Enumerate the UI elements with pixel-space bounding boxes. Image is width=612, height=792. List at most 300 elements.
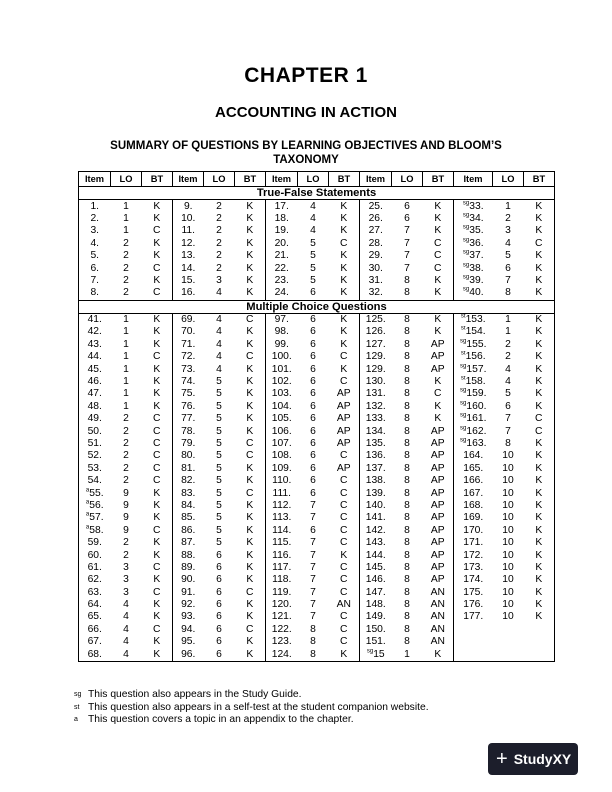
lo-cell: 5: [216, 487, 222, 499]
item-cell: 80.: [173, 450, 204, 462]
item-cell: $^{sg}$33.: [454, 200, 493, 213]
lo-cell: 6: [216, 586, 222, 598]
bt-cell: K: [235, 287, 266, 300]
item-cell: 41.: [79, 313, 111, 326]
bt-cell: K: [153, 274, 161, 286]
lo-cell: 10: [502, 487, 514, 499]
bt-cell: C: [153, 450, 161, 462]
lo-cell: 4: [216, 338, 222, 350]
bt-cell: C: [340, 586, 348, 598]
item-cell: 21.: [266, 250, 298, 262]
bt-cell: C: [153, 623, 161, 635]
lo-cell: 6: [310, 425, 316, 437]
item-cell: 27.: [360, 225, 392, 237]
item-cell: 20.: [266, 238, 298, 250]
item-cell: 98.: [266, 326, 298, 338]
bt-cell: K: [524, 512, 555, 524]
bt-cell: C: [246, 450, 254, 462]
footnote-marker: sg: [460, 400, 467, 407]
chapter-subtitle: ACCOUNTING IN ACTION: [215, 104, 397, 121]
table-row: [79, 611, 555, 623]
lo-cell: 5: [310, 237, 316, 249]
bt-cell: K: [246, 524, 254, 536]
table-row: [79, 250, 555, 262]
item-cell: 76.: [173, 401, 204, 413]
item-cell: 79.: [173, 438, 204, 450]
bt-cell: AP: [336, 400, 351, 412]
lo-cell: 6: [310, 487, 316, 499]
item-cell: 28.: [360, 238, 392, 250]
bt-cell: AP: [336, 388, 351, 400]
footnote-text: This question also appears in a self-test at the student companion website.: [88, 701, 429, 713]
bt-cell: C: [246, 314, 254, 326]
lo-cell: 6: [505, 400, 511, 412]
lo-cell: 4: [216, 314, 222, 326]
bt-cell: K: [246, 225, 254, 237]
item-cell: 113.: [266, 512, 298, 524]
item-cell: 13.: [173, 250, 204, 262]
lo-cell: 2: [111, 287, 142, 300]
item-cell: 177.: [454, 611, 493, 623]
lo-cell: 5: [505, 388, 511, 400]
item-cell: $^a$56.: [79, 500, 111, 512]
item-cell: $^{sg}$155.: [454, 339, 493, 351]
lo-cell: 6: [310, 438, 316, 449]
footnotes: [74, 689, 429, 727]
lo-cell: 10: [502, 599, 514, 611]
item-cell: 14.: [173, 262, 204, 274]
lo-cell: 6: [310, 338, 316, 350]
bt-cell: C: [153, 225, 161, 237]
bt-cell: C: [246, 438, 254, 449]
bt-cell: K: [153, 237, 161, 249]
bt-cell: K: [434, 225, 442, 237]
lo-cell: 2: [123, 413, 129, 425]
bt-cell: K: [524, 463, 555, 475]
bt-cell: C: [434, 250, 442, 262]
lo-cell: 10: [502, 537, 514, 549]
item-cell: 141.: [360, 512, 392, 524]
lo-cell: 2: [216, 200, 222, 212]
bt-cell: K: [524, 326, 555, 338]
lo-cell: 8: [493, 287, 524, 300]
footnote-marker: sg: [460, 363, 467, 370]
item-cell: [454, 624, 493, 636]
lo-cell: 2: [216, 212, 222, 224]
item-cell: 176.: [454, 599, 493, 611]
section-title: True-False Statements: [79, 187, 555, 200]
bt-cell: K: [246, 338, 254, 350]
lo-cell: 2: [216, 237, 222, 249]
lo-cell: 6: [404, 200, 410, 212]
footnote-marker: sg: [366, 648, 374, 655]
bt-cell: K: [246, 262, 254, 274]
lo-cell: 1: [123, 212, 129, 224]
lo-cell: 1: [123, 314, 129, 326]
item-cell: 61.: [79, 562, 111, 574]
bt-cell: K: [524, 475, 555, 487]
footnote-mark: a: [74, 716, 78, 723]
item-cell: 78.: [173, 425, 204, 437]
table-row: [79, 475, 555, 487]
item-cell: 91.: [173, 587, 204, 599]
bt-cell: AN: [430, 599, 445, 611]
bt-cell: K: [340, 549, 348, 561]
bt-cell: K: [246, 499, 254, 511]
lo-cell: 6: [216, 574, 222, 586]
bt-cell: K: [434, 200, 442, 212]
bt-cell: K: [524, 363, 555, 375]
item-cell: [454, 636, 493, 648]
lo-cell: 8: [505, 438, 511, 449]
item-cell: 148.: [360, 599, 392, 611]
bt-cell: K: [524, 313, 555, 326]
item-cell: 94.: [173, 624, 204, 636]
item-cell: 132.: [360, 401, 392, 413]
item-cell: 51.: [79, 438, 111, 450]
bt-cell: AP: [430, 450, 445, 462]
footnote-marker: sg: [462, 225, 470, 231]
item-cell: 48.: [79, 401, 111, 413]
lo-cell: 6: [310, 376, 316, 388]
lo-cell: 9: [123, 499, 129, 511]
footnote-marker: sg: [462, 274, 470, 281]
lo-cell: 7: [404, 250, 410, 262]
item-cell: 150.: [360, 624, 392, 636]
item-cell: 10.: [173, 213, 204, 225]
item-cell: 25.: [360, 200, 392, 213]
lo-cell: 5: [216, 475, 222, 487]
column-header: LO: [298, 172, 329, 187]
bt-cell: K: [246, 363, 254, 375]
item-cell: 18.: [266, 213, 298, 225]
lo-cell: 10: [502, 574, 514, 586]
bt-cell: C: [340, 237, 348, 249]
item-cell: $^{sg}$37.: [454, 250, 493, 262]
item-cell: 170.: [454, 525, 493, 537]
footnote-marker: a: [85, 499, 90, 506]
lo-cell: 8: [310, 636, 316, 648]
bt-cell: C: [524, 425, 555, 437]
bt-cell: C: [246, 623, 254, 635]
lo-cell: 8: [404, 413, 410, 425]
item-cell: 19.: [266, 225, 298, 237]
lo-cell: 8: [404, 351, 410, 363]
bt-cell: C: [142, 287, 173, 300]
bt-cell: K: [524, 200, 555, 213]
table-row: [79, 326, 555, 338]
bt-cell: K: [246, 611, 254, 623]
item-cell: 24.: [266, 287, 298, 300]
lo-cell: 2: [123, 537, 129, 549]
lo-cell: 7: [404, 237, 410, 249]
table-row: [79, 287, 555, 300]
column-header: Item: [266, 172, 298, 187]
lo-cell: 8: [404, 524, 410, 536]
lo-cell: 7: [404, 262, 410, 274]
lo-cell: 8: [404, 537, 410, 549]
item-cell: 64.: [79, 599, 111, 611]
lo-cell: 5: [216, 376, 222, 388]
bt-cell: K: [246, 549, 254, 561]
lo-cell: 1: [123, 388, 129, 400]
item-cell: $^{sg}$35.: [454, 225, 493, 237]
table-body: [79, 187, 555, 662]
item-cell: 111.: [266, 487, 298, 499]
lo-cell: 5: [216, 438, 222, 449]
bt-cell: C: [153, 524, 161, 536]
lo-cell: 10: [502, 475, 514, 487]
lo-cell: 8: [404, 623, 410, 635]
bt-cell: K: [524, 351, 555, 363]
bt-cell: C: [340, 475, 348, 487]
bt-cell: K: [153, 200, 161, 212]
item-cell: 149.: [360, 611, 392, 623]
lo-cell: 8: [404, 438, 410, 449]
section-row: [79, 300, 555, 313]
item-cell: $^{sg}$162.: [454, 425, 493, 437]
item-cell: 118.: [266, 574, 298, 586]
item-cell: 109.: [266, 463, 298, 475]
lo-cell: 8: [404, 388, 410, 400]
lo-cell: 7: [505, 425, 511, 437]
item-cell: $^{sg}$159.: [454, 388, 493, 400]
lo-cell: 6: [216, 611, 222, 623]
bt-cell: AN: [430, 636, 445, 648]
bt-cell: K: [246, 462, 254, 474]
item-cell: $^a$57.: [79, 512, 111, 524]
column-header: Item: [173, 172, 204, 187]
lo-cell: 2: [505, 351, 511, 363]
table-row: [79, 500, 555, 512]
table-row: [79, 262, 555, 274]
bt-cell: K: [524, 225, 555, 237]
footnote-marker: sg: [462, 249, 470, 256]
chapter-title: CHAPTER 1: [244, 64, 368, 87]
brand-name: StudyXY: [513, 751, 572, 767]
footnote-marker: st: [460, 313, 466, 320]
bt-cell: [524, 648, 555, 661]
bt-cell: K: [423, 287, 454, 300]
item-cell: 90.: [173, 574, 204, 586]
item-cell: 3.: [79, 225, 111, 237]
bt-cell: C: [340, 561, 348, 573]
footnote-marker: sg: [462, 262, 470, 269]
lo-cell: 8: [392, 287, 423, 300]
item-cell: 175.: [454, 587, 493, 599]
item-cell: 82.: [173, 475, 204, 487]
lo-cell: 7: [404, 225, 410, 237]
footnote-marker: st: [460, 326, 466, 333]
item-cell: 104.: [266, 401, 298, 413]
item-cell: 43.: [79, 339, 111, 351]
item-cell: 130.: [360, 376, 392, 388]
lo-cell: 5: [505, 250, 511, 262]
item-cell: 52.: [79, 450, 111, 462]
lo-cell: 8: [404, 450, 410, 462]
lo-cell: 7: [310, 549, 316, 561]
item-cell: 167.: [454, 487, 493, 499]
bt-cell: K: [524, 549, 555, 561]
bt-cell: AP: [430, 537, 445, 549]
item-cell: 70.: [173, 326, 204, 338]
section-row: [79, 187, 555, 200]
item-cell: 30.: [360, 262, 392, 274]
bt-cell: K: [340, 338, 348, 350]
item-cell: 67.: [79, 636, 111, 648]
item-cell: 88.: [173, 549, 204, 561]
bt-cell: K: [153, 326, 161, 338]
bt-cell: AP: [336, 438, 351, 449]
bt-cell: C: [246, 487, 254, 499]
lo-cell: 7: [310, 574, 316, 586]
item-cell: 45.: [79, 363, 111, 375]
footnote-marker: sg: [462, 212, 470, 219]
item-cell: 16.: [173, 287, 204, 300]
item-cell: $^{sg}$157.: [454, 363, 493, 375]
lo-cell: 1: [123, 326, 129, 338]
bt-cell: K: [246, 537, 254, 549]
lo-cell: 2: [216, 262, 222, 274]
bt-cell: C: [340, 537, 348, 549]
lo-cell: 10: [502, 561, 514, 573]
bt-cell: C: [340, 450, 348, 462]
bt-cell: K: [246, 475, 254, 487]
bt-cell: C: [340, 487, 348, 499]
lo-cell: 6: [216, 561, 222, 573]
bt-cell: K: [524, 525, 555, 537]
bt-cell: K: [434, 212, 442, 224]
lo-cell: 8: [404, 512, 410, 524]
bt-cell: K: [153, 636, 161, 648]
item-cell: 108.: [266, 450, 298, 462]
item-cell: 115.: [266, 537, 298, 549]
table-header-row: [79, 172, 555, 187]
bt-cell: C: [153, 438, 161, 449]
bt-cell: C: [434, 237, 442, 249]
bt-cell: K: [246, 636, 254, 648]
bt-cell: K: [524, 262, 555, 274]
lo-cell: 5: [310, 274, 316, 286]
column-header: Item: [454, 172, 493, 187]
item-cell: 127.: [360, 339, 392, 351]
lo-cell: 10: [502, 611, 514, 623]
lo-cell: 6: [216, 636, 222, 648]
table-row: [79, 549, 555, 561]
lo-cell: 2: [123, 425, 129, 437]
lo-cell: 6: [216, 549, 222, 561]
lo-cell: 5: [216, 400, 222, 412]
bt-cell: K: [153, 338, 161, 350]
item-cell: 22.: [266, 262, 298, 274]
lo-cell: 9: [123, 487, 129, 499]
item-cell: 165.: [454, 463, 493, 475]
lo-cell: 8: [404, 363, 410, 375]
bt-cell: K: [153, 388, 161, 400]
table-row: [79, 562, 555, 574]
bt-cell: K: [524, 450, 555, 462]
lo-cell: 8: [404, 487, 410, 499]
lo-cell: 2: [505, 338, 511, 350]
bt-cell: C: [153, 262, 161, 274]
lo-cell: 6: [310, 462, 316, 474]
table-row: [79, 213, 555, 225]
item-cell: 110.: [266, 475, 298, 487]
lo-cell: 6: [310, 400, 316, 412]
lo-cell: 6: [310, 524, 316, 536]
item-cell: 73.: [173, 363, 204, 375]
bt-cell: AP: [430, 425, 445, 437]
item-cell: $^{sg}$38.: [454, 262, 493, 274]
item-cell: 138.: [360, 475, 392, 487]
lo-cell: 7: [310, 499, 316, 511]
table-row: [79, 574, 555, 586]
lo-cell: 10: [502, 549, 514, 561]
item-cell: 63.: [79, 587, 111, 599]
bt-cell: K: [434, 376, 442, 388]
item-cell: 42.: [79, 326, 111, 338]
item-cell: 29.: [360, 250, 392, 262]
lo-cell: 5: [310, 262, 316, 274]
lo-cell: 10: [502, 524, 514, 536]
lo-cell: 2: [123, 462, 129, 474]
item-cell: 4.: [79, 238, 111, 250]
lo-cell: 2: [123, 450, 129, 462]
item-cell: 147.: [360, 587, 392, 599]
lo-cell: 4: [123, 636, 129, 648]
item-cell: 171.: [454, 537, 493, 549]
item-cell: 114.: [266, 525, 298, 537]
lo-cell: 4: [216, 351, 222, 363]
table-row: [79, 463, 555, 475]
item-cell: 71.: [173, 339, 204, 351]
studyxy-logo[interactable]: [488, 743, 578, 775]
bt-cell: K: [246, 274, 254, 286]
bt-cell: K: [153, 314, 161, 326]
bt-cell: AP: [430, 351, 445, 363]
bt-cell: K: [246, 326, 254, 338]
item-cell: 134.: [360, 425, 392, 437]
item-cell: 17.: [266, 200, 298, 213]
item-cell: 142.: [360, 525, 392, 537]
item-cell: 97.: [266, 313, 298, 326]
table-row: [79, 339, 555, 351]
lo-cell: 5: [216, 499, 222, 511]
lo-cell: 4: [216, 363, 222, 375]
lo-cell: 4: [123, 623, 129, 635]
table-row: [79, 351, 555, 363]
lo-cell: 8: [404, 376, 410, 388]
bt-cell: K: [153, 376, 161, 388]
section-title: Multiple Choice Questions: [79, 300, 555, 313]
table-row: [79, 413, 555, 425]
item-cell: 139.: [360, 487, 392, 499]
bt-cell: K: [524, 537, 555, 549]
item-cell: 102.: [266, 376, 298, 388]
footnote-marker: st: [460, 351, 466, 357]
bt-cell: K: [153, 400, 161, 412]
item-cell: 116.: [266, 549, 298, 561]
lo-cell: 9: [123, 524, 129, 536]
bt-cell: C: [340, 512, 348, 524]
item-cell: 86.: [173, 525, 204, 537]
item-cell: 5.: [79, 250, 111, 262]
bt-cell: AN: [430, 611, 445, 623]
bt-cell: K: [246, 413, 254, 425]
item-cell: $^{sg}$163.: [454, 438, 493, 450]
item-cell: 99.: [266, 339, 298, 351]
bt-cell: K: [434, 274, 442, 286]
